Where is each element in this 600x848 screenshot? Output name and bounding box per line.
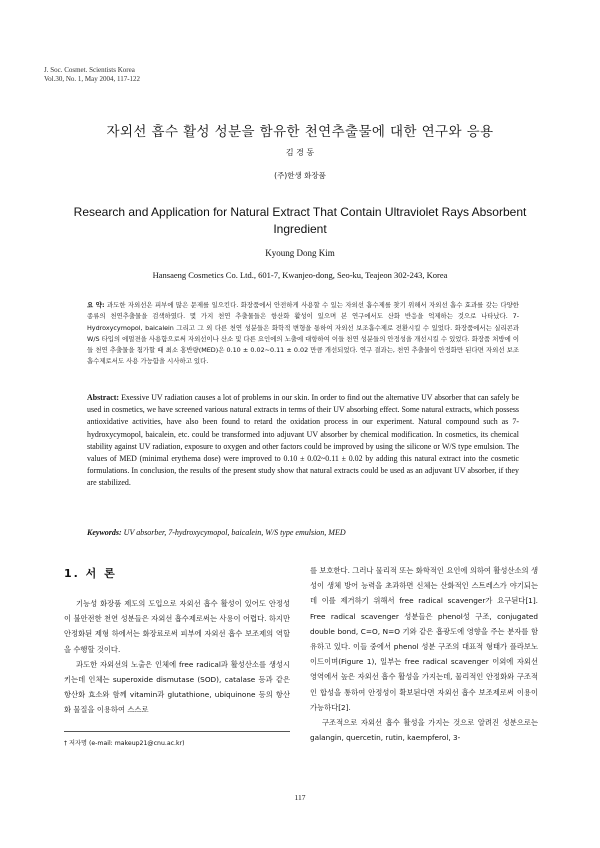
paragraph: 를 보호한다. 그러나 물리적 또는 화학적인 요인에 의하여 활성산소의 생성이 생체 방어 능력을 초과하면 신체는 산화적인 스트레스가 야기되는데 이를 제거하기 위해서 free radical scavenger가 요구된다[1]. Free radical scavenger 성분들은 phenol성 구조, conjugated double bond, C=O, N=O 기와 같은 흡광도에 영향을 주는 분자를 함유하고 있다. 이들 중에서 phenol 성분 구조의 대표적 형태가 플라보노이드이며(Figure 1), 일부는 free radical scavenger 이외에 자외선 영역에서 높은 자외선 흡수 활성을 가지는데, 물리적인 안정화와 구조적인 합성을 통하여 안정성이 확보된다면 자외선 흡수 보조제로써 이용이 가능하다[2]. [310, 566, 538, 712]
paragraph: 기능성 화장품 제도의 도입으로 자외선 흡수 활성이 있어도 안정성이 불안전한 천연 성분들은 자외선 흡수제로써는 사용이 어렵다. 하지만 안정화된 제형 하에서는 화장료로써 피부에 자외선 흡수 보조제의 역할을 수행할 것이다. [64, 599, 290, 654]
keywords-label: Keywords: [87, 528, 122, 537]
affiliation-korean: (주)한생 화장품 [274, 171, 326, 180]
keywords [87, 528, 519, 537]
abstract-english [87, 392, 519, 490]
author-korean: 김 경 동 [285, 148, 315, 157]
affiliation-english: Hansaeng Cosmetics Co. Ltd., 601-7, Kwanjeo-dong, Seo-ku, Teajeon 302-243, Korea [152, 270, 448, 280]
abstract-korean-label: 요 약: [87, 301, 105, 309]
body-column-right [310, 563, 538, 745]
abstract-english-text: Exessive UV radiation causes a lot of problems in our skin. In order to find out the alternative UV absorber that can safely be used in cosmetics, we have screened various natural extracts in terms of their UV absorbing effect. Some natural extracts, which possess antioxidative activities, have also been found to retard the oxidation process in our experiment. Natural compound such as 7-hydroxycymopol, baicalein, etc. could be transformed into adjuvant UV absorber by chemical modification. In cosmetics, its chemical stability against UV radiation, exposure to oxygen and other factors could be improved by using the silicone or W/S type emulsion. The values of MED (minimal erythema dose) were improved to 0.10 ± 0.02~0.11 ± 0.02 by adding this natural extract into the cosmetic formulations. In conclusion, the results of the present study show that natural extracts could be used as an adjuvant UV absorber, if they are stabilized. [87, 393, 519, 488]
footnote-author-email: † 저자명 (e-mail: makeup21@cnu.ac.kr) [64, 740, 185, 747]
abstract-korean [87, 300, 519, 368]
author-english: Kyoung Dong Kim [265, 248, 335, 258]
abstract-korean-text: 과도한 자외선은 피부에 많은 문제를 일으킨다. 화장품에서 안전하게 사용할 수 있는 자외선 흡수제를 찾기 위해서 자외선 흡수 효과를 갖는 다양한 종류의 천연추출물을 검색하였다. 몇 가지 천연 추출물들은 항산화 활성이 있으며 본 연구에서도 산화 반응을 억제하는 것으로 나타났다. 7-Hydroxycymopol, baicalein 그리고 그 외 다른 천연 성분들은 화학적 변형을 통하여 자외선 보조흡수제로 전환시킬 수 있었다. 화장품에서는 실리콘과 W/S 타입의 에멀젼을 사용함으로써 자외선이나 산소 및 다른 요인에의 노출에 대항하여 이들 천연 성분들의 안정성을 개선시킬 수 있었다. 화장품 처방에 이들 천연 추출물을 첨가할 때 최소 홍반량(MED)은 0.10 ± 0.02~0.11 ± 0.02 만큼 개선되었다. 연구 결과는, 천연 추출물이 안정화만 된다면 자외선 보조 흡수제로서도 사용 가능함을 시사하고 있다. [87, 301, 519, 366]
body-column-left [64, 596, 290, 718]
keywords-text: UV absorber, 7-hydroxycymopol, baicalein, W/S type emulsion, MED [123, 528, 346, 537]
journal-name: J. Soc. Cosmet. Scientists Korea [44, 66, 135, 74]
section-heading-introduction: 1. 서 론 [64, 567, 117, 580]
abstract-english-label: Abstract: [87, 393, 119, 402]
paragraph: 구조적으로 자외선 흡수 활성을 가지는 것으로 알려진 성분으로는 galangin, quercetin, rutin, kaempferol, 3- [310, 718, 538, 743]
journal-volume: Vol.30, No. 1, May 2004, 117-122 [44, 75, 141, 83]
journal-citation [44, 66, 140, 84]
paragraph: 과도한 자외선의 노출은 인체에 free radical과 활성산소를 생성시키는데 인체는 superoxide dismutase (SOD), catalase 등과 같은 항산화 효소와 함께 vitamin과 glutathione, ubiquinone 등의 항산화 물질을 이용하여 스스로 [64, 659, 290, 715]
page-number: 117 [294, 793, 306, 802]
footnote-divider [64, 731, 290, 732]
title-korean: 자외선 흡수 활성 성분을 함유한 천연추출물에 대한 연구와 응용 [106, 124, 494, 140]
title-english: Research and Application for Natural Extract That Contain Ultraviolet Rays Absorbent Ingredient [73, 205, 527, 236]
